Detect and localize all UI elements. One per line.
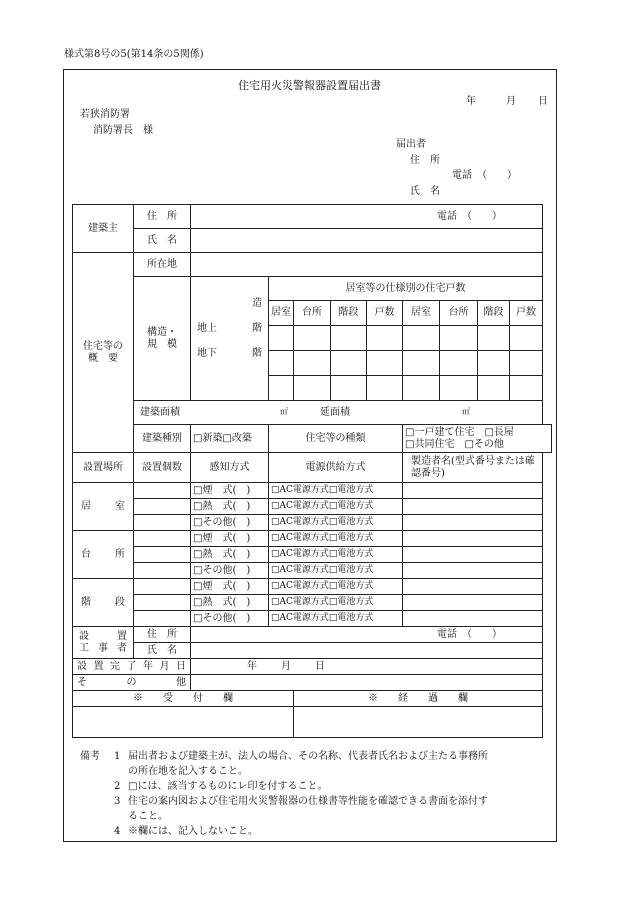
power-cell[interactable]: □AC電源方式□電池方式 xyxy=(269,563,403,579)
form-title: 住宅用火災警報器設置届出書 xyxy=(238,79,381,92)
unit-cell[interactable] xyxy=(269,376,294,401)
contractor-name-value[interactable] xyxy=(191,643,543,659)
receipt-header: ※ 受 付 欄 xyxy=(73,691,294,707)
unit-cell[interactable] xyxy=(478,351,510,376)
note-number-1: 1 xyxy=(114,751,121,762)
overview-label xyxy=(73,253,134,453)
maker-cell[interactable] xyxy=(403,563,543,579)
note-1a: 届出者および建築主が、法人の場合、その名称、代表者氏名および主たる事務所 xyxy=(128,751,488,762)
power-cell[interactable]: □AC電源方式□電池方式 xyxy=(269,515,403,531)
applicant-phone: 電話 （ ） xyxy=(452,170,517,181)
power-cell[interactable]: □AC電源方式□電池方式 xyxy=(269,611,403,627)
unit-cell[interactable] xyxy=(510,326,543,351)
unit-cell[interactable] xyxy=(478,326,510,351)
power-cell[interactable]: □AC電源方式□電池方式 xyxy=(269,483,403,499)
method-header: 感知方式 xyxy=(191,453,269,483)
unit-cell[interactable] xyxy=(269,326,294,351)
method-cell[interactable]: □その他( ) xyxy=(191,515,269,531)
method-cell[interactable]: □熱 式( ) xyxy=(191,547,269,563)
contractor-address-label: 住 所 xyxy=(134,627,191,643)
unit-cell[interactable] xyxy=(294,326,331,351)
structure-label-2: 規 模 xyxy=(147,338,177,350)
completion-month: 月 xyxy=(281,661,291,672)
form-table xyxy=(72,204,552,738)
form-number: 様式第8号の5(第14条の5関係) xyxy=(64,49,204,60)
maker-cell[interactable] xyxy=(403,595,543,611)
maker-cell[interactable] xyxy=(403,499,543,515)
addressee-station: 若狭消防署 xyxy=(80,109,130,120)
owner-name-label: 氏 名 xyxy=(134,229,191,253)
build-type-options[interactable]: □新築□改築 xyxy=(191,425,269,453)
power-cell[interactable]: □AC電源方式□電池方式 xyxy=(269,499,403,515)
unit-cell[interactable] xyxy=(367,326,403,351)
unit-col: 戸数 xyxy=(367,301,403,326)
method-cell[interactable]: □熱 式( ) xyxy=(191,499,269,515)
maker-cell[interactable] xyxy=(403,531,543,547)
floors-below: 地下 xyxy=(197,348,217,359)
applicant-address: 住 所 xyxy=(410,155,440,166)
unit-cell[interactable] xyxy=(440,376,478,401)
unit-col: 階段 xyxy=(331,301,367,326)
contractor-label-1: 設 置 xyxy=(79,631,127,642)
maker-cell[interactable] xyxy=(403,483,543,499)
owner-name-value[interactable] xyxy=(191,229,543,253)
unit-cell[interactable] xyxy=(403,326,440,351)
structure-label xyxy=(134,277,191,401)
method-cell[interactable]: □熱 式( ) xyxy=(191,595,269,611)
maker-cell[interactable] xyxy=(403,611,543,627)
unit-cell[interactable] xyxy=(440,351,478,376)
maker-cell[interactable] xyxy=(403,515,543,531)
completion-day: 日 xyxy=(315,661,325,672)
completion-value[interactable] xyxy=(191,659,543,675)
unit-cell[interactable] xyxy=(510,376,543,401)
count-cell[interactable] xyxy=(134,531,191,547)
building-area-unit: ㎡ xyxy=(280,407,288,416)
other-label: そ の 他 xyxy=(73,675,191,691)
note-number-2: 2 xyxy=(114,781,121,792)
completion-label: 設置完了年月日 xyxy=(73,659,191,675)
count-cell[interactable] xyxy=(134,595,191,611)
location-label: 所在地 xyxy=(134,253,191,277)
unit-col: 階段 xyxy=(478,301,510,326)
house-type-line-2: □共同住宅 □その他 xyxy=(405,438,504,450)
note-number-3: 3 xyxy=(114,796,121,807)
method-cell[interactable]: □煙 式( ) xyxy=(191,483,269,499)
contractor-name-label: 氏 名 xyxy=(134,643,191,659)
maker-cell[interactable] xyxy=(403,547,543,563)
area-row[interactable] xyxy=(134,401,543,425)
building-area-label: 建築面積 xyxy=(140,407,180,418)
unit-col: 台所 xyxy=(440,301,478,326)
count-cell[interactable] xyxy=(134,579,191,595)
progress-header: ※ 経 過 欄 xyxy=(294,691,543,707)
date-year: 年 xyxy=(466,96,476,107)
note-1b: の所在地を記入すること。 xyxy=(128,766,248,777)
unit-col: 戸数 xyxy=(510,301,543,326)
method-cell[interactable]: □その他( ) xyxy=(191,563,269,579)
addressee-chief: 消防署長 様 xyxy=(93,125,153,136)
receipt-cell xyxy=(73,707,294,738)
place-header: 設置場所 xyxy=(73,453,134,483)
structure-label-1: 構造・ xyxy=(147,327,177,338)
unit-col: 居室 xyxy=(403,301,440,326)
other-value[interactable] xyxy=(191,675,543,691)
house-type-line-1: □一戸建て住宅 □長屋 xyxy=(405,427,514,438)
unit-cell[interactable] xyxy=(440,326,478,351)
house-type-label: 住宅等の種類 xyxy=(269,425,403,453)
place-stairs: 階 段 xyxy=(73,579,134,627)
unit-cell[interactable] xyxy=(510,351,543,376)
power-cell[interactable]: □AC電源方式□電池方式 xyxy=(269,547,403,563)
unit-count-header: 居室等の仕様別の住宅戸数 xyxy=(269,277,543,301)
floor-unit-above: 階 xyxy=(252,323,262,334)
total-area-unit: ㎡ xyxy=(462,407,470,416)
note-3a: 住宅の案内図および住宅用火災警報器の仕様書等性能を確認できる書面を添付す xyxy=(128,796,488,807)
house-type-options[interactable] xyxy=(403,425,552,453)
power-cell[interactable]: □AC電源方式□電池方式 xyxy=(269,579,403,595)
contractor-label-2: 工事者 xyxy=(79,642,127,654)
count-cell[interactable] xyxy=(134,515,191,531)
unit-cell[interactable] xyxy=(403,376,440,401)
unit-cell[interactable] xyxy=(269,351,294,376)
overview-label-2: 概 要 xyxy=(88,352,118,364)
count-cell[interactable] xyxy=(134,483,191,499)
method-cell[interactable]: □煙 式( ) xyxy=(191,579,269,595)
notes-label: 備考 xyxy=(80,751,100,762)
completion-year: 年 xyxy=(247,661,257,672)
unit-cell[interactable] xyxy=(403,351,440,376)
date-month: 月 xyxy=(506,96,516,107)
applicant-label: 届出者 xyxy=(396,139,426,150)
unit-cell[interactable] xyxy=(367,376,403,401)
owner-phone: 電話 （ ） xyxy=(437,210,502,222)
maker-cell[interactable] xyxy=(403,579,543,595)
unit-cell[interactable] xyxy=(331,351,367,376)
unit-col: 居室 xyxy=(269,301,294,326)
total-area-label: 延面積 xyxy=(320,407,350,418)
owner-address-value[interactable] xyxy=(191,205,543,229)
unit-cell[interactable] xyxy=(331,376,367,401)
note-4: ※欄には、記入しないこと。 xyxy=(128,826,258,837)
power-cell[interactable]: □AC電源方式□電池方式 xyxy=(269,531,403,547)
count-cell[interactable] xyxy=(134,563,191,579)
unit-cell[interactable] xyxy=(478,376,510,401)
maker-header: 製造者名(型式番号または確認番号) xyxy=(403,453,543,483)
place-kitchen: 台 所 xyxy=(73,531,134,579)
count-cell[interactable] xyxy=(134,547,191,563)
power-header: 電源供給方式 xyxy=(269,453,403,483)
power-cell[interactable]: □AC電源方式□電池方式 xyxy=(269,595,403,611)
date-day: 日 xyxy=(538,96,548,107)
contractor-phone: 電話 （ ） xyxy=(437,628,502,640)
structure-floors[interactable] xyxy=(191,277,269,401)
unit-cell[interactable] xyxy=(294,351,331,376)
build-type-label: 建築種別 xyxy=(134,425,191,453)
method-cell[interactable]: □煙 式( ) xyxy=(191,531,269,547)
note-3b: ること。 xyxy=(128,811,168,822)
count-cell[interactable] xyxy=(134,611,191,627)
structure-zou: 造 xyxy=(252,298,262,309)
owner-label: 建築主 xyxy=(73,205,134,253)
location-value[interactable] xyxy=(191,253,543,277)
floors-above: 地上 xyxy=(197,323,217,334)
unit-cell[interactable] xyxy=(331,326,367,351)
method-cell[interactable]: □その他( ) xyxy=(191,611,269,627)
overview-label-1: 住宅等の xyxy=(83,341,123,352)
unit-cell[interactable] xyxy=(367,351,403,376)
floor-unit-below: 階 xyxy=(252,348,262,359)
applicant-name: 氏 名 xyxy=(410,186,440,197)
unit-col: 台所 xyxy=(294,301,331,326)
progress-cell xyxy=(294,707,543,738)
count-cell[interactable] xyxy=(134,499,191,515)
contractor-address-value[interactable] xyxy=(191,627,543,643)
contractor-label xyxy=(73,627,134,659)
place-room: 居 室 xyxy=(73,483,134,531)
count-header: 設置個数 xyxy=(134,453,191,483)
note-2: □には、該当するものにレ印を付すること。 xyxy=(128,781,328,792)
note-number-4: 4 xyxy=(114,826,121,837)
unit-cell[interactable] xyxy=(294,376,331,401)
owner-address-label: 住 所 xyxy=(134,205,191,229)
